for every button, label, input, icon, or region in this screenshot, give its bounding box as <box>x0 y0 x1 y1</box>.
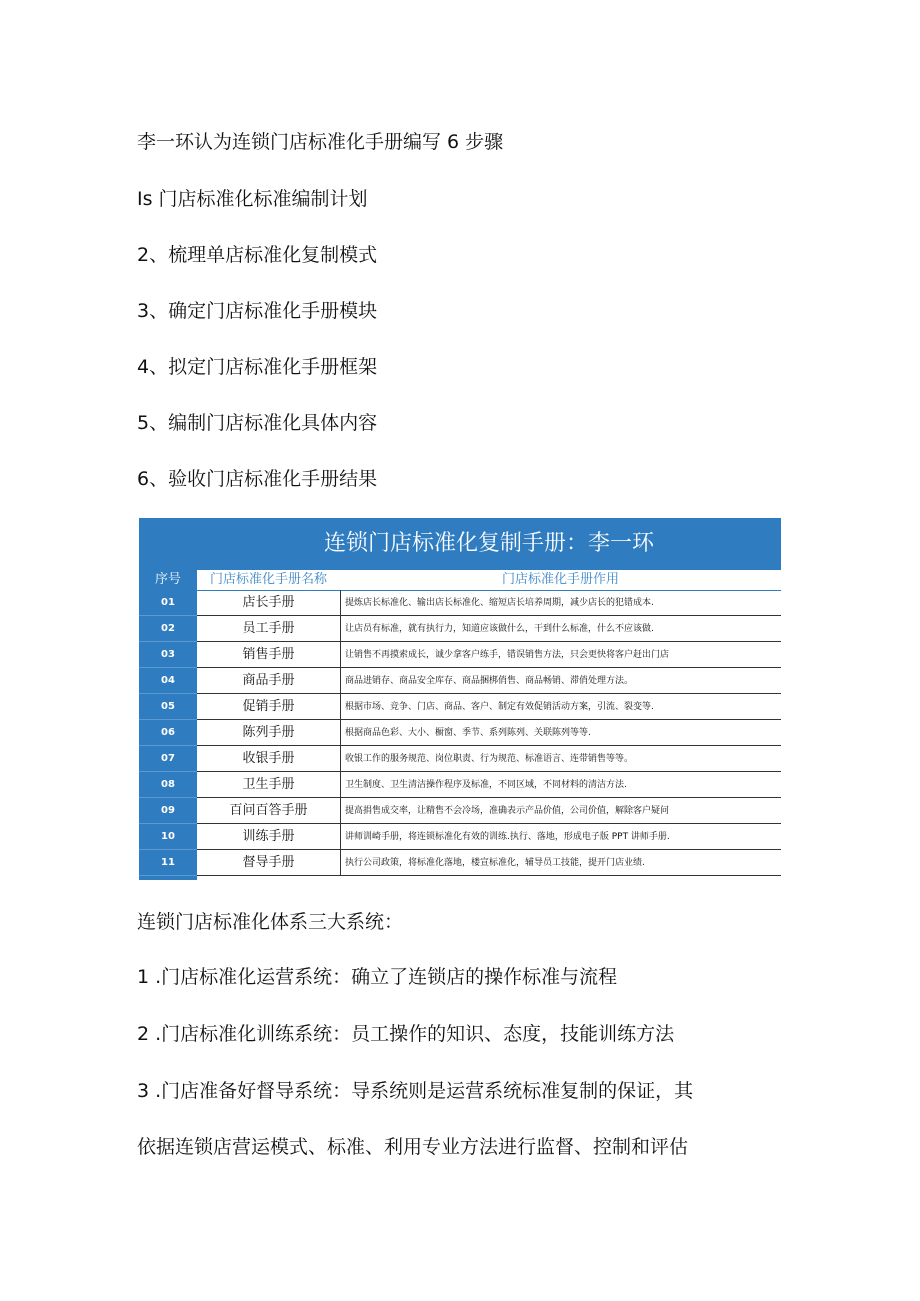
row-use: 讲师训崎手册，将连锁标准化有效的训练.执行、落地，形成电子版 PPT 讲师手册. <box>340 824 781 850</box>
system-item-3-continuation: 依据连锁店营运模式、标准、利用专业方法进行监督、控制和评估 <box>137 1136 689 1158</box>
row-name: 训练手册 <box>197 824 340 850</box>
row-no: 01 <box>139 590 197 616</box>
row-use: 收银工作的服务规范、岗位职责、行为规范、标准语言、连带销售等等。 <box>340 746 781 772</box>
step-4: 4、拟定门店标准化手册框架 <box>137 356 378 378</box>
row-name: 促销手册 <box>197 694 340 720</box>
table-row <box>139 616 781 642</box>
row-name: 店长手册 <box>197 590 340 616</box>
table-title: 连锁门店标准化复制手册：李一环 <box>323 531 654 556</box>
row-no: 07 <box>139 746 197 772</box>
table-row <box>139 720 781 746</box>
row-no: 06 <box>139 720 197 746</box>
row-no: 11 <box>139 850 197 876</box>
step-3: 3、确定门店标准化手册模块 <box>137 300 378 322</box>
row-no: 02 <box>139 616 197 642</box>
row-no: 03 <box>139 642 197 668</box>
table-rows <box>139 590 781 876</box>
step-1: Is 门店标准化标准编制计划 <box>137 188 368 210</box>
table-row <box>139 798 781 824</box>
system-item-2: 2 .门店标准化训练系统：员工操作的知识、态度，技能训练方法 <box>137 1023 675 1045</box>
system-item-3: 3 .门店准备好督导系统：导系统则是运营系统标准复制的保证，其 <box>137 1080 694 1102</box>
row-name: 收银手册 <box>197 746 340 772</box>
row-use: 根据商品色彩、大小、橱窗、季节、系列陈列、关联陈列等等. <box>340 720 781 746</box>
row-name: 督导手册 <box>197 850 340 876</box>
row-no: 09 <box>139 798 197 824</box>
table-row <box>139 824 781 850</box>
row-name: 销售手册 <box>197 642 340 668</box>
system-item-1: 1 .门店标准化运营系统：确立了连锁店的操作标准与流程 <box>137 966 618 988</box>
row-name: 员工手册 <box>197 616 340 642</box>
table-row <box>139 590 781 616</box>
table-row <box>139 772 781 798</box>
row-use: 卫生制度、卫生清洁操作程序及标准，不同区域，不同材料的清洁方法. <box>340 772 781 798</box>
row-use: 根据市场、竞争、门店、商品、客户、制定有效促销活动方案，引流、裂变等. <box>340 694 781 720</box>
row-use: 提炼店长标准化、输出店长标准化、缩短店长培养周期，减少店长的犯错成本. <box>340 590 781 616</box>
row-name: 商品手册 <box>197 668 340 694</box>
row-no: 10 <box>139 824 197 850</box>
row-no: 08 <box>139 772 197 798</box>
header-no: 序号 <box>139 570 197 590</box>
table-row <box>139 668 781 694</box>
intro-title: 李一环认为连锁门店标准化手册编写 6 步骤 <box>137 131 504 153</box>
table-row <box>139 694 781 720</box>
handbook-table <box>139 518 781 880</box>
row-use: 商品进销存、商品安全库存、商品捆梆俏售、商品畅销、滞俏处理方法。 <box>340 668 781 694</box>
row-name: 百问百答手册 <box>197 798 340 824</box>
table-row <box>139 746 781 772</box>
row-use: 提高捐售成交率，让精售不会冷场，准确表示产品价值，公司价值，解除客户疑问 <box>340 798 781 824</box>
header-use: 门店标准化手册作用 <box>340 570 781 591</box>
row-no: 05 <box>139 694 197 720</box>
row-use: 让销售不再摸索成长，诚少拿客户练手，错误销售方法，只会更快将客户赶出门店 <box>340 642 781 668</box>
step-6: 6、验收门店标准化手册结果 <box>137 468 378 490</box>
header-name: 门店标准化手册名称 <box>197 570 340 591</box>
systems-title: 连锁门店标准化体系三大系统： <box>137 911 404 933</box>
step-2: 2、梳理单店标准化复制模式 <box>137 244 378 266</box>
row-name: 卫生手册 <box>197 772 340 798</box>
table-row <box>139 850 781 876</box>
step-5: 5、编制门店标准化具体内容 <box>137 412 378 434</box>
row-use: 执行公司政策，将标准化落地，楼宣标准化，辅导员工技能，提开门店业绩. <box>340 850 781 876</box>
row-no: 04 <box>139 668 197 694</box>
row-name: 陈列手册 <box>197 720 340 746</box>
table-row <box>139 642 781 668</box>
row-use: 让店员有标准，就有执行力，知道应该做什么，干到什么标准，什么不应该做. <box>340 616 781 642</box>
